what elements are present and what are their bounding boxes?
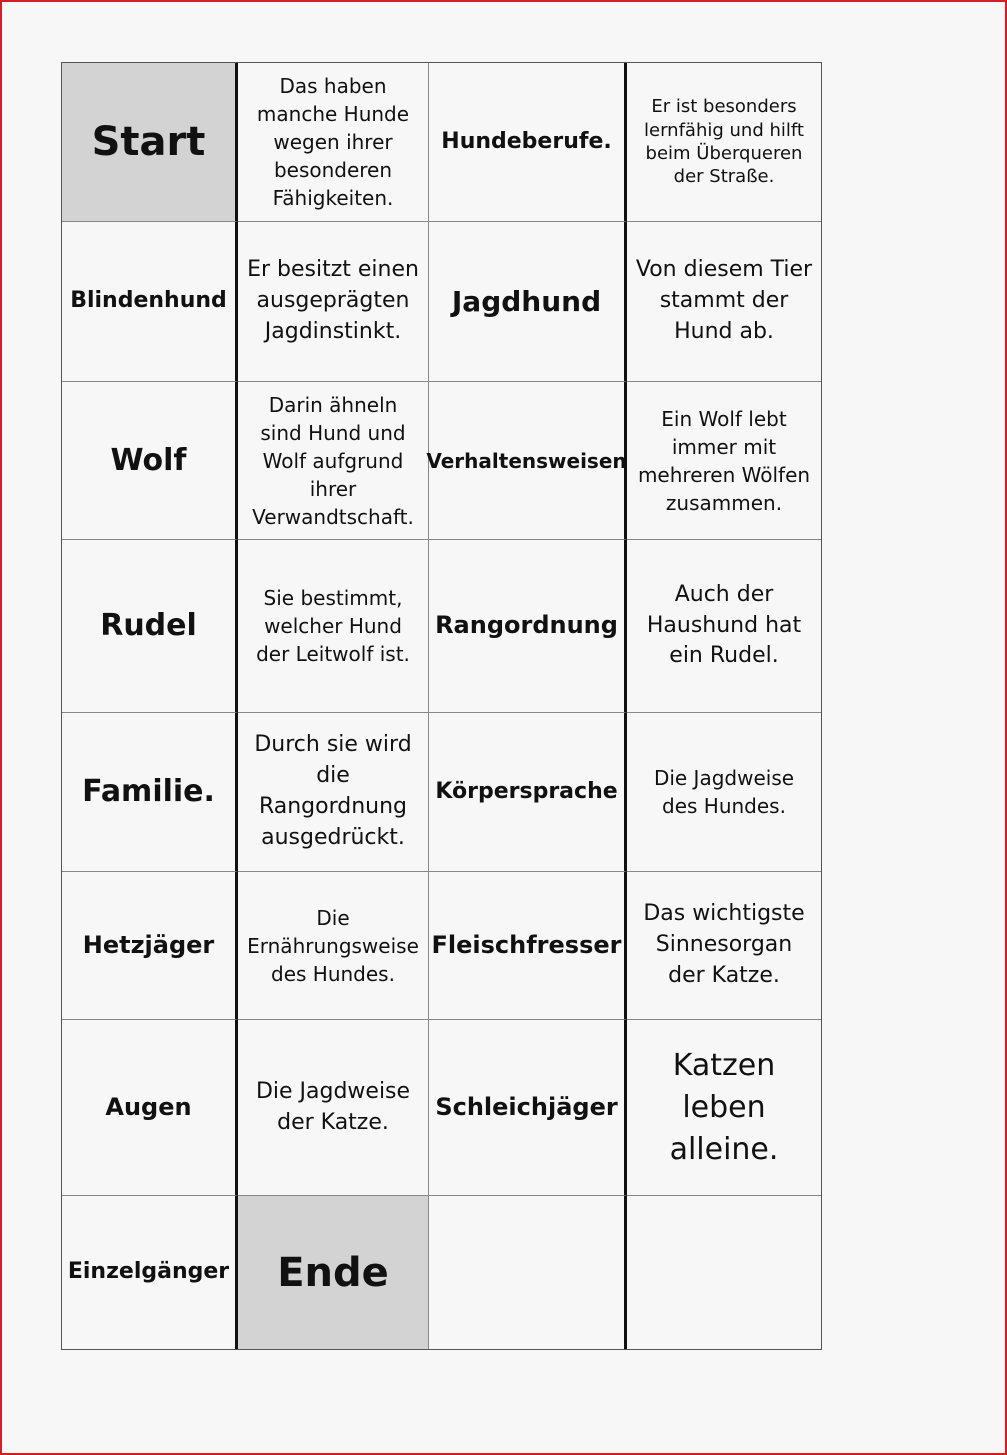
answer-card: Verhaltensweisen [429, 382, 627, 540]
answer-card: Rudel [62, 540, 238, 713]
answer-card: Hetzjäger [62, 872, 238, 1020]
answer-card: Familie. [62, 713, 238, 872]
question-card: Katzen leben alleine. [627, 1020, 821, 1196]
answer-card: Jagdhund [429, 222, 627, 382]
question-card: Auch der Haushund hat ein Rudel. [627, 540, 821, 713]
question-card: Die Jagdweise des Hundes. [627, 713, 821, 872]
domino-board [61, 62, 822, 1350]
answer-card: Hundeberufe. [429, 63, 627, 222]
answer-card: Körpersprache [429, 713, 627, 872]
question-card: Von diesem Tier stammt der Hund ab. [627, 222, 821, 382]
question-card: Er besitzt einen ausgeprägten Jagdinstinkt. [238, 222, 429, 382]
answer-card: Blindenhund [62, 222, 238, 382]
question-card: Ein Wolf lebt immer mit mehreren Wölfen zusammen. [627, 382, 821, 540]
answer-card: Rangordnung [429, 540, 627, 713]
end-card: Ende [238, 1196, 429, 1349]
question-card: Das haben manche Hunde wegen ihrer besonderen Fähigkeiten. [238, 63, 429, 222]
question-card: Durch sie wird die Rangordnung ausgedrückt. [238, 713, 429, 872]
answer-card: Fleischfresser [429, 872, 627, 1020]
question-card: Die Jagdweise der Katze. [238, 1020, 429, 1196]
question-card: Er ist besonders lernfähig und hilft beim Überqueren der Straße. [627, 63, 821, 222]
question-card: Darin ähneln sind Hund und Wolf aufgrund ihrer Verwandtschaft. [238, 382, 429, 540]
question-card: Sie bestimmt, welcher Hund der Leitwolf ist. [238, 540, 429, 713]
question-card: Das wichtigste Sinnesorgan der Katze. [627, 872, 821, 1020]
start-card: Start [62, 63, 238, 222]
question-card: Die Ernährungsweise des Hundes. [238, 872, 429, 1020]
empty-card [627, 1196, 821, 1349]
answer-card: Einzelgänger [62, 1196, 238, 1349]
empty-card [429, 1196, 627, 1349]
answer-card: Augen [62, 1020, 238, 1196]
answer-card: Schleichjäger [429, 1020, 627, 1196]
answer-card: Wolf [62, 382, 238, 540]
